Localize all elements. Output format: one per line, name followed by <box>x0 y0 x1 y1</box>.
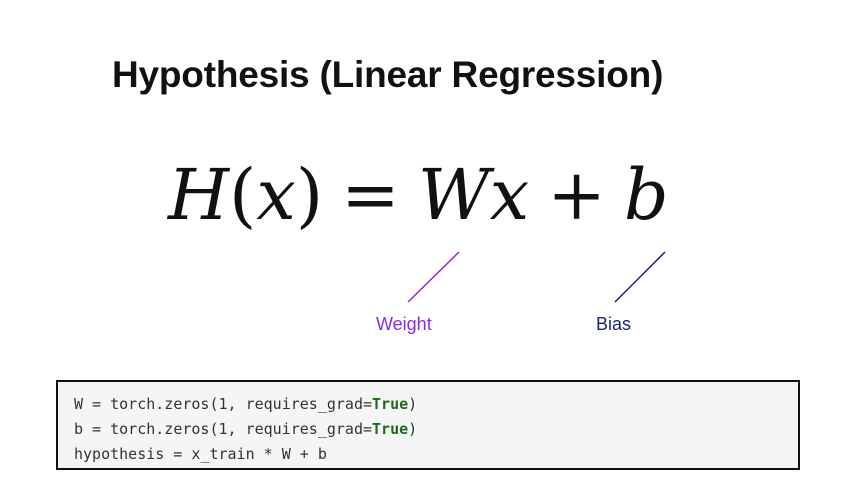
code-line-1-text: W = torch.zeros(1, requires_grad= <box>74 395 373 413</box>
eq-weight: W <box>417 154 490 236</box>
weight-leader-line <box>408 252 459 302</box>
code-block <box>56 380 800 470</box>
eq-plus: + <box>547 154 606 236</box>
eq-x-input: x <box>256 154 296 236</box>
code-line-2 <box>74 417 782 442</box>
eq-h: H <box>168 154 230 236</box>
code-line-1 <box>74 392 782 417</box>
eq-open-paren: ( <box>229 154 257 236</box>
eq-bias: b <box>623 154 669 236</box>
code-line-3-text: hypothesis = x_train * W + b <box>74 445 327 463</box>
code-line-2-keyword: True <box>372 420 409 438</box>
eq-equals: = <box>341 154 400 236</box>
code-line-1-keyword: True <box>372 395 409 413</box>
code-line-2-tail: ) <box>408 420 418 438</box>
bias-leader-line <box>615 252 665 302</box>
bias-label: Bias <box>596 314 632 334</box>
weight-label: Weight <box>376 314 432 334</box>
code-line-1-tail: ) <box>408 395 418 413</box>
code-line-2-text: b = torch.zeros(1, requires_grad= <box>74 420 373 438</box>
slide-title: Hypothesis (Linear Regression) <box>112 54 664 95</box>
code-line-3 <box>74 442 782 467</box>
eq-close-paren: ) <box>295 154 324 236</box>
eq-x: x <box>489 154 530 236</box>
